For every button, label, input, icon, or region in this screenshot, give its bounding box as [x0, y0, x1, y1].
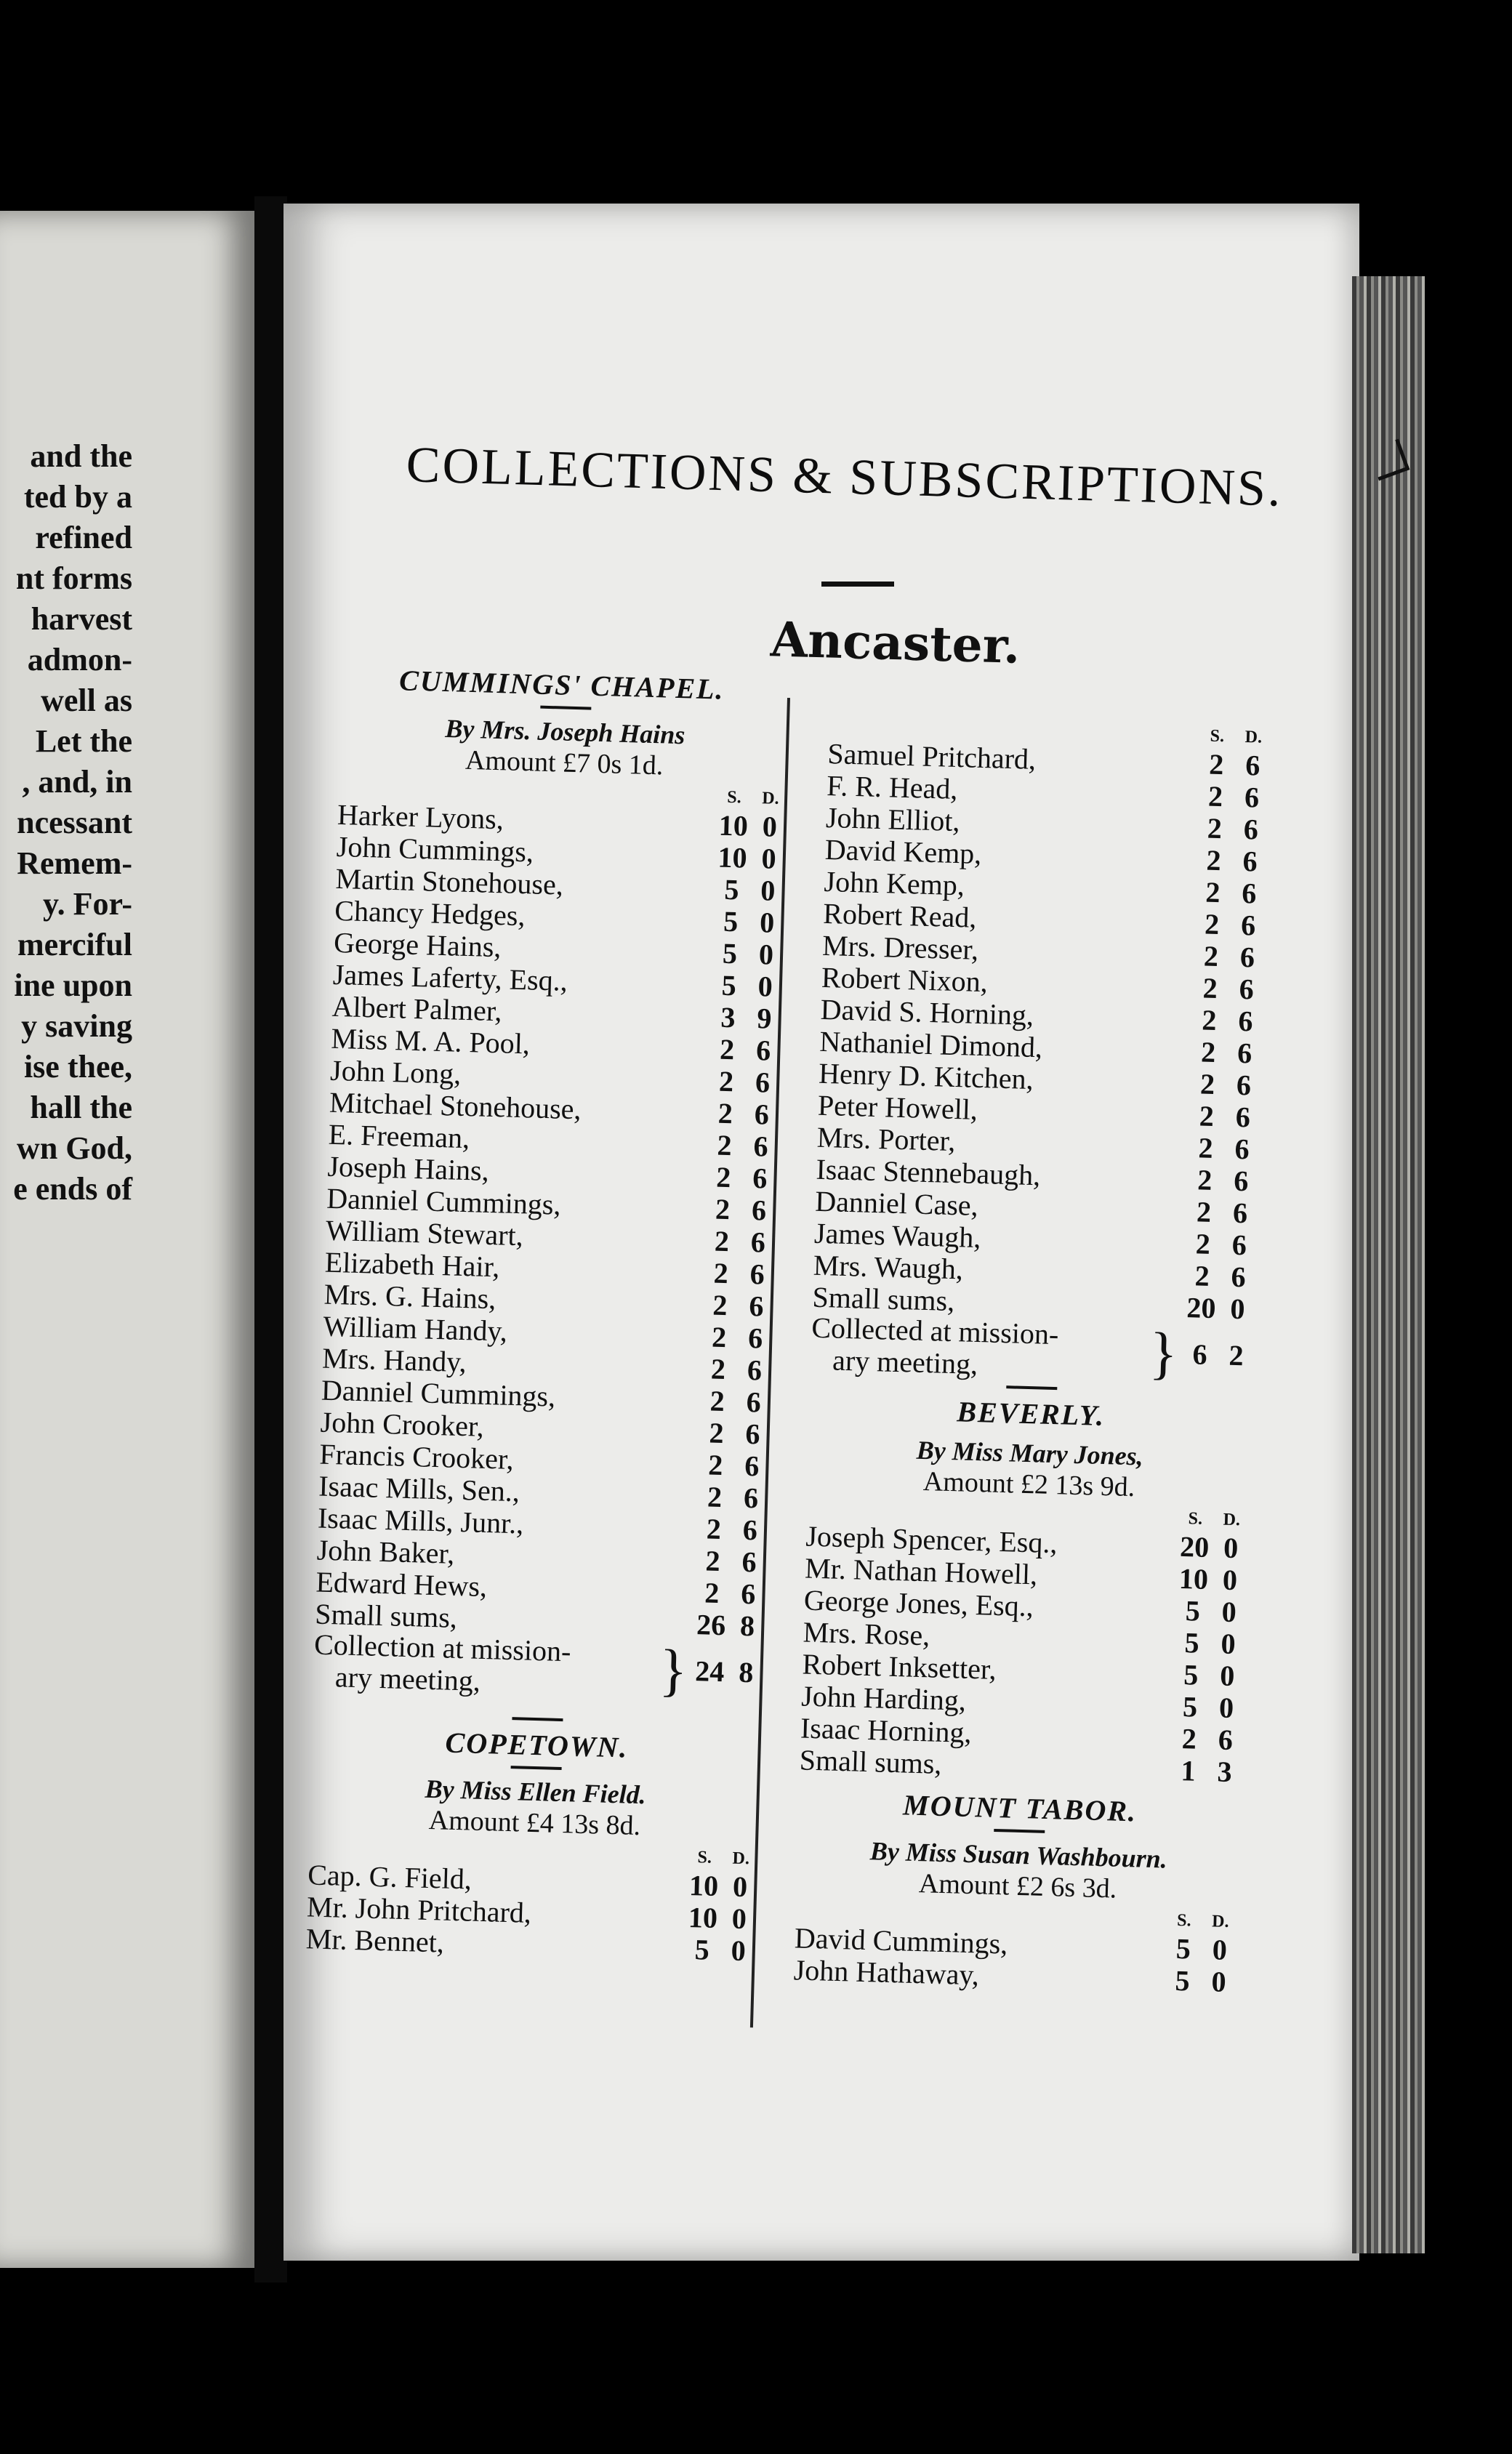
shillings-value: 2: [1199, 1067, 1215, 1101]
shillings-value: 2: [707, 1448, 723, 1482]
section-rule: [511, 1766, 562, 1770]
shillings-value: 2: [1205, 875, 1221, 909]
page-subtitle: Ancaster.: [769, 611, 1021, 675]
subscriber-name: George Jones, Esq.,: [803, 1583, 1034, 1623]
subscriber-name: Miss M. A. Pool,: [330, 1021, 531, 1061]
pence-value: 0: [762, 810, 778, 843]
subscriber-name: Mrs. Rose,: [803, 1615, 930, 1652]
shillings-value: 10: [1178, 1561, 1209, 1596]
shillings-value: 2: [1207, 811, 1223, 845]
left-page-line: and the: [30, 438, 132, 474]
shillings-value: 6: [1192, 1337, 1208, 1371]
subscriber-name: Harker Lyons,: [337, 797, 504, 836]
pence-value: 0: [759, 906, 775, 939]
shillings-value: 2: [1206, 843, 1222, 877]
pence-value: 0: [758, 938, 774, 971]
left-page-line: y saving: [21, 1008, 132, 1044]
pence-value: 6: [751, 1194, 767, 1227]
subscriber-name: John Elliot,: [825, 800, 961, 838]
shillings-value: 20: [1186, 1291, 1217, 1325]
subscriber-name: David S. Horning,: [820, 992, 1034, 1032]
pence-value: 0: [732, 1870, 748, 1904]
pence-value: 0: [731, 1934, 747, 1968]
pence-value: 6: [747, 1353, 763, 1387]
brace-symbol: }: [658, 1638, 688, 1703]
subscriber-list: [315, 797, 789, 1641]
subscriber-name: Robert Nixon,: [821, 960, 989, 999]
pence-value: 6: [742, 1513, 758, 1547]
subscriber-name: Chancy Hedges,: [334, 893, 526, 933]
pence-value: 6: [1231, 1228, 1247, 1262]
shillings-value: 5: [694, 1933, 710, 1966]
pence-value: 6: [752, 1130, 769, 1163]
subscriber-list: [812, 736, 1271, 1324]
pence-value: 6: [741, 1545, 757, 1579]
pence-value: 6: [749, 1258, 765, 1291]
left-page-line: ine upon: [14, 967, 132, 1003]
subscriber-name: E. Freeman,: [328, 1117, 470, 1155]
pence-header: D.: [1223, 1510, 1241, 1530]
subscriber-name: John Hathaway,: [793, 1953, 980, 1992]
collection-line-1: Collection at mission-: [313, 1628, 572, 1668]
left-facing-page: [0, 211, 254, 2268]
pence-value: 0: [1221, 1595, 1237, 1629]
subscriber-name: Mrs. G. Hains,: [323, 1277, 496, 1316]
shillings-value: 2: [710, 1352, 726, 1386]
pence-value: 9: [756, 1002, 773, 1035]
pence-value: 8: [739, 1609, 755, 1643]
collection-line-2: ary meeting,: [832, 1343, 978, 1381]
shillings-value: 2: [1196, 1195, 1212, 1228]
shillings-value: 2: [719, 1032, 735, 1066]
pence-value: 0: [1220, 1627, 1236, 1661]
subscriber-list: [799, 1519, 1250, 1787]
pence-header: D.: [1211, 1912, 1229, 1932]
brace-symbol: }: [1149, 1321, 1178, 1386]
title-rule: [821, 582, 894, 587]
shillings-value: 2: [706, 1512, 722, 1546]
subscriber-name: Henry D. Kitchen,: [818, 1056, 1034, 1096]
shillings-value: 2: [1194, 1259, 1210, 1292]
shillings-value: 26: [696, 1608, 726, 1642]
section-heading-mount-tabor: MOUNT TABOR.: [902, 1788, 1138, 1828]
pence-value: 6: [1243, 813, 1259, 846]
left-page-line: well as: [41, 683, 132, 718]
subscriber-name: Mr. John Pritchard,: [306, 1890, 532, 1929]
subscriber-name: Francis Crooker,: [318, 1437, 515, 1476]
subscriber-name: Robert Inksetter,: [801, 1647, 997, 1686]
pence-value: 6: [1239, 972, 1255, 1006]
subscriber-name: John Kemp,: [824, 864, 965, 902]
subscriber-name: William Stewart,: [325, 1213, 524, 1252]
subscriber-name: Danniel Cummings,: [326, 1181, 562, 1221]
shillings-value: 2: [714, 1224, 730, 1258]
left-page-line: y. For-: [43, 886, 132, 922]
pence-value: 6: [1237, 1004, 1254, 1038]
left-page-line: , and, in: [22, 764, 132, 800]
subscriber-name: David Cummings,: [794, 1921, 1008, 1960]
pence-value: 6: [1242, 844, 1258, 878]
pence-header: D.: [1244, 728, 1263, 747]
pence-value: 0: [757, 970, 773, 1003]
subscriber-name: Small sums,: [799, 1743, 943, 1780]
subscriber-name: David Kemp,: [824, 832, 982, 870]
pence-value: 6: [1233, 1164, 1249, 1198]
section-heading-copetown: COPETOWN.: [445, 1726, 629, 1764]
pence-value: 6: [750, 1226, 766, 1259]
subscriber-name: Danniel Case,: [814, 1184, 979, 1222]
left-page-line: hall the: [30, 1090, 132, 1125]
shillings-value: 2: [717, 1096, 733, 1130]
subscriber-name: John Baker,: [316, 1533, 455, 1570]
pence-value: 2: [1228, 1338, 1244, 1372]
shillings-value: 2: [1207, 779, 1223, 813]
shillings-value: 5: [722, 936, 738, 970]
collection-line-2: ary meeting,: [334, 1660, 481, 1697]
subscriber-name: Peter Howell,: [817, 1088, 978, 1126]
pence-value: 6: [740, 1577, 757, 1611]
pence-value: 0: [1222, 1563, 1238, 1597]
pence-value: 3: [1217, 1755, 1233, 1789]
pence-value: 6: [743, 1481, 759, 1515]
subscriber-list: [793, 1920, 1238, 1997]
shillings-value: 2: [1204, 907, 1220, 941]
left-page-line: Remem-: [17, 845, 132, 881]
subscriber-name: Robert Read,: [822, 896, 978, 934]
pence-value: 6: [744, 1417, 761, 1451]
shillings-value: 2: [1200, 1035, 1216, 1069]
pence-value: 6: [1236, 1036, 1252, 1070]
subscriber-name: Small sums,: [314, 1597, 458, 1634]
left-page-line: wn God,: [17, 1130, 132, 1166]
shillings-value: 2: [717, 1128, 733, 1162]
subscriber-name: Mitchael Stonehouse,: [329, 1085, 582, 1126]
subscriber-name: Danniel Cummings,: [321, 1373, 556, 1413]
shillings-value: 5: [1183, 1626, 1200, 1660]
shillings-header: S.: [1210, 726, 1225, 747]
pence-value: 0: [731, 1902, 747, 1936]
pence-value: 0: [1219, 1659, 1235, 1693]
subscriber-name: James Laferty, Esq.,: [332, 957, 568, 997]
subscriber-name: Elizabeth Hair,: [324, 1245, 500, 1284]
shillings-value: 5: [723, 872, 740, 906]
pence-value: 6: [1241, 876, 1258, 910]
section-heading-beverly: BEVERLY.: [956, 1395, 1106, 1432]
shillings-value: 5: [1174, 1963, 1191, 1998]
shillings-value: 5: [1182, 1690, 1198, 1723]
pence-value: 6: [1218, 1723, 1234, 1757]
left-page-line: Let the: [35, 723, 132, 759]
pence-value: 6: [748, 1290, 765, 1323]
shillings-value: 2: [1197, 1131, 1214, 1164]
shillings-value: 5: [723, 904, 739, 938]
pence-value: 6: [1235, 1100, 1251, 1134]
shillings-value: 2: [1197, 1163, 1213, 1196]
collection-line-1: Collected at mission-: [811, 1311, 1059, 1351]
section-amount: Amount £7 0s 1d.: [465, 744, 664, 781]
section-rule: [1006, 1385, 1057, 1390]
subscriber-name: Samuel Pritchard,: [827, 736, 1037, 776]
pence-value: 8: [738, 1655, 755, 1689]
collector-byline: By Mrs. Joseph Hains: [444, 714, 685, 750]
subscriber-list: [305, 1857, 758, 1966]
pence-value: 6: [1234, 1132, 1250, 1166]
shillings-value: 2: [708, 1416, 725, 1450]
subscriber-name: Cap. G. Field,: [307, 1858, 472, 1896]
subscriber-name: William Handy,: [322, 1309, 508, 1348]
pence-value: 0: [1212, 1933, 1228, 1966]
section-heading-cummings: CUMMINGS' CHAPEL.: [398, 664, 725, 706]
pence-value: 6: [744, 1449, 760, 1483]
subscriber-name: Mr. Nathan Howell,: [804, 1551, 1038, 1591]
subscriber-name: Joseph Spencer, Esq.,: [805, 1519, 1058, 1560]
subscriber-name: John Harding,: [800, 1679, 967, 1717]
shillings-value: 24: [694, 1654, 725, 1689]
pence-value: 6: [747, 1321, 763, 1355]
shillings-value: 1: [1181, 1754, 1197, 1787]
collector-byline: By Miss Ellen Field.: [425, 1774, 647, 1810]
subscriber-name: Albert Palmer,: [331, 989, 503, 1028]
subscriber-name: Isaac Horning,: [800, 1711, 973, 1750]
pence-value: 0: [1223, 1531, 1239, 1565]
shillings-value: 5: [721, 968, 737, 1002]
shillings-value: 2: [705, 1544, 721, 1578]
shillings-header: S.: [697, 1848, 712, 1867]
shillings-value: 2: [713, 1256, 729, 1290]
shillings-value: 2: [715, 1160, 732, 1194]
subscriber-name: James Waugh,: [813, 1216, 982, 1255]
shillings-value: 2: [715, 1192, 731, 1226]
section-rule: [994, 1829, 1045, 1833]
pence-value: 6: [1231, 1260, 1247, 1294]
shillings-value: 2: [1201, 1003, 1218, 1037]
subscriber-name: Joseph Hains,: [326, 1149, 490, 1187]
pence-value: 6: [755, 1034, 771, 1067]
subscriber-name: Small sums,: [812, 1280, 955, 1318]
collector-byline: By Miss Susan Washbourn.: [869, 1836, 1168, 1874]
shillings-value: 2: [707, 1480, 723, 1514]
left-page-line: nt forms: [15, 560, 132, 596]
subscriber-name: Isaac Stennebaugh,: [815, 1152, 1041, 1192]
subscriber-name: Mrs. Porter,: [816, 1120, 956, 1158]
shillings-value: 5: [1175, 1932, 1191, 1966]
collection-label: [811, 1312, 1151, 1385]
left-page-line: merciful: [17, 927, 132, 962]
subscriber-name: Isaac Mills, Junr.,: [317, 1501, 524, 1540]
subscriber-name: Mrs. Handy,: [321, 1341, 467, 1379]
subscriber-name: Mrs. Dresser,: [821, 928, 979, 966]
subscriber-name: John Long,: [329, 1053, 462, 1090]
right-column: [793, 716, 1272, 1997]
left-column: [305, 661, 792, 1966]
pence-value: 6: [1232, 1196, 1248, 1230]
shillings-value: 2: [704, 1576, 720, 1609]
shillings-value: 2: [1181, 1722, 1197, 1755]
shillings-value: 2: [1195, 1227, 1211, 1260]
pence-value: 6: [746, 1385, 762, 1419]
subscriber-name: Isaac Mills, Sen.,: [318, 1469, 520, 1508]
shillings-value: 2: [712, 1288, 728, 1322]
left-page-line: ted by a: [23, 479, 132, 515]
pence-header: D.: [761, 789, 779, 808]
left-page-line: harvest: [31, 601, 132, 637]
shillings-value: 2: [718, 1064, 734, 1098]
subscriber-name: Nathaniel Dimond,: [819, 1024, 1043, 1064]
shillings-value: 10: [688, 1900, 718, 1935]
subscriber-name: George Hains,: [333, 925, 502, 964]
left-page-line: ise thee,: [23, 1049, 132, 1085]
pence-value: 6: [752, 1162, 768, 1195]
pence-value: 6: [1244, 781, 1260, 814]
pence-value: 6: [755, 1066, 771, 1099]
subscriber-name: Edward Hews,: [315, 1565, 488, 1604]
subscriber-name: Mrs. Waugh,: [813, 1248, 964, 1286]
left-page-line: admon-: [27, 642, 132, 677]
shillings-value: 2: [1199, 1099, 1215, 1133]
left-page-line: ncessant: [17, 805, 132, 840]
pence-value: 0: [1229, 1292, 1246, 1326]
shillings-value: 20: [1179, 1529, 1210, 1564]
subscriber-name: F. R. Head,: [826, 768, 959, 805]
shillings-value: 3: [720, 1000, 736, 1034]
section-amount: Amount £4 13s 8d.: [428, 1804, 641, 1842]
shillings-header: S.: [1176, 1911, 1191, 1931]
book-gutter: [254, 196, 287, 2282]
pence-value: 0: [760, 874, 776, 907]
pence-value: 6: [1239, 940, 1255, 974]
section-amount: Amount £2 13s 9d.: [922, 1466, 1135, 1503]
pence-value: 0: [761, 842, 777, 875]
left-page-line: e ends of: [13, 1171, 132, 1207]
shillings-value: 5: [1183, 1658, 1199, 1691]
shillings-value: 2: [711, 1320, 727, 1354]
scan-border: [1425, 276, 1512, 2253]
subscriber-name: John Crooker,: [320, 1405, 485, 1443]
left-page-line: refined: [35, 520, 132, 555]
pence-header: D.: [732, 1848, 750, 1869]
subscriber-name: Mr. Bennet,: [305, 1922, 445, 1959]
collector-byline: By Miss Mary Jones,: [916, 1435, 1144, 1471]
section-amount: Amount £2 6s 3d.: [918, 1868, 1117, 1904]
pence-value: 0: [1210, 1965, 1227, 1998]
section-rule: [540, 706, 591, 710]
pence-value: 0: [1218, 1691, 1234, 1725]
pence-value: 6: [1236, 1068, 1252, 1102]
collection-label: [313, 1628, 660, 1702]
page-edges: [1352, 276, 1425, 2253]
left-page-text: [13, 436, 132, 1210]
shillings-value: 10: [688, 1869, 719, 1903]
shillings-value: 10: [718, 808, 749, 842]
shillings-value: 2: [1208, 747, 1224, 781]
shillings-value: 10: [717, 840, 748, 874]
shillings-header: S.: [1188, 1509, 1203, 1529]
section-rule: [512, 1717, 563, 1721]
shillings-value: 2: [709, 1384, 725, 1418]
pence-value: 6: [1244, 749, 1260, 782]
shillings-value: 2: [1202, 971, 1218, 1005]
pence-value: 6: [1240, 908, 1256, 942]
shillings-value: 2: [1203, 939, 1219, 973]
subscriber-name: John Cummings,: [336, 829, 534, 869]
subscriber-name: Martin Stonehouse,: [335, 861, 564, 901]
pence-value: 6: [754, 1098, 770, 1131]
page-title: COLLECTIONS & SUBSCRIPTIONS.: [405, 436, 1284, 518]
shillings-value: 5: [1185, 1594, 1201, 1628]
shillings-header: S.: [726, 787, 742, 808]
